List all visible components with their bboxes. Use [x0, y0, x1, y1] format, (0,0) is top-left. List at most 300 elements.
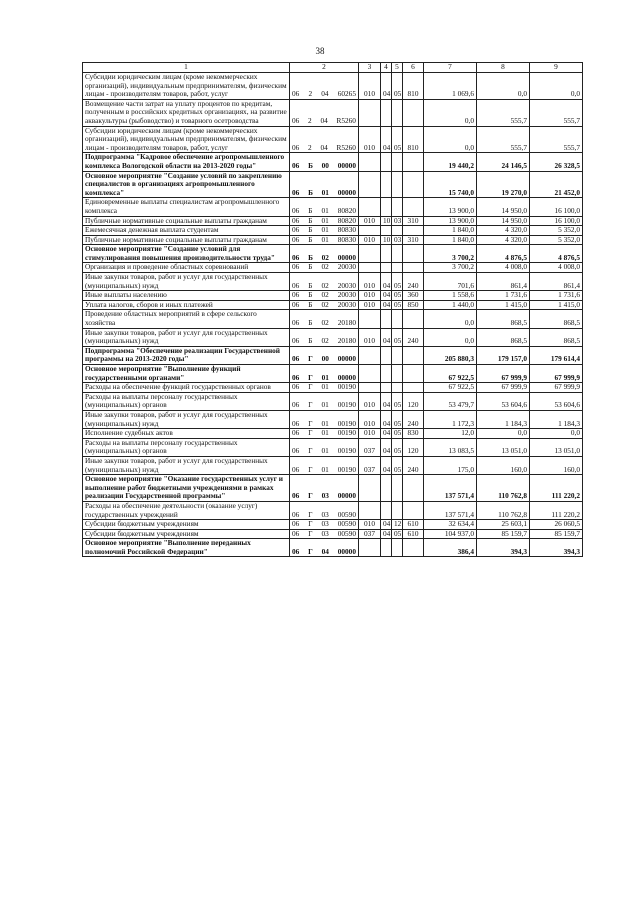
code-direction: 00190	[337, 418, 356, 428]
table-row	[83, 300, 583, 310]
row-col5	[392, 346, 403, 364]
code-subprogram: 2	[308, 115, 312, 125]
row-col9: 26 328,5	[530, 153, 583, 171]
table-row	[83, 520, 583, 530]
table-row	[83, 73, 583, 100]
row-col6: 240	[403, 273, 424, 291]
row-name: Единовременные выплаты специалистам агропромышленного комплекса	[83, 198, 290, 216]
row-col7: 137 571,4	[424, 501, 477, 519]
table-row	[83, 456, 583, 474]
row-code	[290, 310, 359, 328]
code-subprogram: 2	[308, 89, 313, 99]
code-activity: 02	[321, 280, 329, 290]
code-direction: 80820	[337, 205, 356, 215]
row-code	[290, 171, 359, 198]
code-subprogram: Г	[308, 529, 313, 538]
row-col6: 850	[403, 300, 424, 310]
row-name: Субсидии юридическим лицам (кроме некоммерческих организаций), индивидуальным предпринимателям, физическим лицам - производителям товаров, работ, услуг	[83, 126, 290, 153]
table-row	[83, 291, 583, 301]
code-activity: 04	[321, 546, 329, 556]
code-activity: 01	[321, 382, 329, 392]
row-col3	[359, 263, 381, 273]
row-name: Субсидии бюджетным учреждениям	[83, 520, 290, 530]
table-row	[83, 328, 583, 346]
code-direction: 00000	[337, 252, 356, 262]
row-col9: 26 060,5	[530, 520, 583, 530]
row-col5	[392, 153, 403, 171]
row-col5: 05	[392, 392, 403, 410]
row-col4: 04	[381, 328, 392, 346]
row-col7: 67 922,5	[424, 365, 477, 383]
table-row	[83, 392, 583, 410]
code-program: 06	[292, 372, 300, 382]
row-col3	[359, 346, 381, 364]
table-row	[83, 475, 583, 502]
row-col5	[392, 171, 403, 198]
row-col5: 05	[392, 300, 403, 310]
row-col4	[381, 346, 392, 364]
row-col4	[381, 198, 392, 216]
code-program: 06	[292, 519, 300, 529]
row-col6	[403, 475, 424, 502]
row-col7: 1 172,3	[424, 410, 477, 428]
row-col4	[381, 263, 392, 273]
code-subprogram: Г	[308, 446, 313, 456]
row-col7: 3 700,2	[424, 263, 477, 273]
code-direction: R5260	[336, 115, 356, 125]
row-col9: 67 999,9	[530, 365, 583, 383]
row-col4: 04	[381, 291, 392, 301]
code-activity: 01	[321, 372, 329, 382]
row-col8: 24 146,5	[477, 153, 530, 171]
row-code	[290, 235, 359, 245]
row-col9: 85 159,7	[530, 529, 583, 539]
row-code	[290, 216, 359, 226]
row-col4: 04	[381, 429, 392, 439]
row-col4	[381, 245, 392, 263]
code-subprogram: Г	[308, 464, 313, 474]
row-col7: 15 740,0	[424, 171, 477, 198]
code-subprogram: Б	[308, 290, 313, 300]
code-program: 06	[292, 235, 300, 244]
table-row	[83, 383, 583, 393]
row-col3: 010	[359, 410, 381, 428]
row-col8: 4 320,0	[477, 235, 530, 245]
code-direction: 00000	[337, 160, 356, 170]
row-col6: 240	[403, 456, 424, 474]
code-activity: 01	[321, 235, 329, 244]
row-col5: 05	[392, 456, 403, 474]
row-col3: 010	[359, 126, 381, 153]
row-col6: 360	[403, 291, 424, 301]
code-direction: 00000	[337, 491, 356, 501]
row-col3: 010	[359, 429, 381, 439]
table-row	[83, 235, 583, 245]
code-activity: 01	[321, 428, 329, 438]
row-col5	[392, 198, 403, 216]
row-col6: 240	[403, 328, 424, 346]
code-subprogram: Г	[308, 372, 313, 382]
row-col7: 386,4	[424, 539, 477, 557]
row-col7: 67 922,5	[424, 383, 477, 393]
row-col7: 1 069,6	[424, 73, 477, 100]
row-col9: 394,3	[530, 539, 583, 557]
row-col6	[403, 263, 424, 273]
row-code	[290, 226, 359, 236]
row-col3	[359, 310, 381, 328]
code-program: 06	[292, 187, 300, 197]
row-name: Исполнение судебных актов	[83, 429, 290, 439]
row-col6	[403, 539, 424, 557]
table-row	[83, 226, 583, 236]
row-col4: 04	[381, 73, 392, 100]
row-col5: 12	[392, 520, 403, 530]
row-col5	[392, 99, 403, 126]
row-col9: 67 999,9	[530, 383, 583, 393]
table-row	[83, 245, 583, 263]
row-col7: 137 571,4	[424, 475, 477, 502]
table-row	[83, 216, 583, 226]
code-activity: 01	[321, 400, 329, 410]
row-col9: 868,5	[530, 310, 583, 328]
code-subprogram: Г	[308, 509, 313, 519]
row-col3: 037	[359, 529, 381, 539]
row-col7: 32 634,4	[424, 520, 477, 530]
code-activity: 01	[321, 225, 329, 235]
code-program: 06	[292, 290, 300, 300]
row-code	[290, 291, 359, 301]
code-subprogram: Б	[308, 262, 313, 272]
row-col6	[403, 171, 424, 198]
code-subprogram: Б	[308, 225, 313, 235]
code-subprogram: Г	[308, 354, 313, 364]
row-col3	[359, 383, 381, 393]
row-name: Субсидии бюджетным учреждениям	[83, 529, 290, 539]
row-col6	[403, 153, 424, 171]
row-col6: 310	[403, 235, 424, 245]
table-row	[83, 153, 583, 171]
code-subprogram: Б	[308, 300, 313, 309]
row-code	[290, 475, 359, 502]
code-activity: 01	[321, 446, 329, 456]
row-col5	[392, 226, 403, 236]
row-col6	[403, 226, 424, 236]
row-col4	[381, 171, 392, 198]
row-col8: 67 999,9	[477, 365, 530, 383]
row-name: Иные закупки товаров, работ и услуг для государственных (муниципальных) нужд	[83, 273, 290, 291]
code-activity: 03	[321, 509, 329, 519]
row-col3: 010	[359, 392, 381, 410]
table-row	[83, 263, 583, 273]
code-subprogram: 2	[308, 142, 312, 152]
table-row	[83, 346, 583, 364]
row-name: Подпрограмма "Обеспечение реализации Государственной программы на 2013-2020 годы"	[83, 346, 290, 364]
table-row	[83, 198, 583, 216]
row-col3: 037	[359, 456, 381, 474]
row-col7: 12,0	[424, 429, 477, 439]
code-program: 06	[292, 160, 300, 170]
row-col4: 04	[381, 273, 392, 291]
row-col7: 104 937,0	[424, 529, 477, 539]
row-col9: 868,5	[530, 328, 583, 346]
row-name: Публичные нормативные социальные выплаты гражданам	[83, 235, 290, 245]
code-activity: 02	[321, 262, 329, 272]
code-activity: 03	[321, 529, 329, 538]
row-col3: 010	[359, 73, 381, 100]
row-col4: 04	[381, 438, 392, 456]
table-row	[83, 529, 583, 539]
row-code	[290, 429, 359, 439]
row-name: Основное мероприятие "Создание условий для стимулирования повышения производительности труда"	[83, 245, 290, 263]
row-col4	[381, 501, 392, 519]
row-code	[290, 300, 359, 310]
row-name: Уплата налогов, сборов и иных платежей	[83, 300, 290, 310]
code-subprogram: Б	[308, 187, 313, 197]
code-activity: 01	[321, 205, 329, 215]
row-col4	[381, 99, 392, 126]
row-col4: 10	[381, 235, 392, 245]
header-cell: 3	[359, 63, 381, 73]
row-col6: 120	[403, 438, 424, 456]
code-program: 06	[292, 546, 300, 556]
row-name: Организация и проведение областных соревнований	[83, 263, 290, 273]
code-direction: 00000	[337, 187, 356, 197]
row-col6	[403, 501, 424, 519]
row-col8: 1 184,3	[477, 410, 530, 428]
row-col8: 0,0	[477, 429, 530, 439]
row-name: Возмещение части затрат на уплату процентов по кредитам, полученным в российских кредитных организациях, на развитие аквакультуры (рыбоводство) и товарного осетроводства	[83, 99, 290, 126]
row-col8: 25 603,1	[477, 520, 530, 530]
row-col7: 13 900,0	[424, 198, 477, 216]
header-cell: 9	[530, 63, 583, 73]
code-direction: 00190	[337, 446, 356, 456]
code-program: 06	[292, 400, 300, 410]
row-col7: 13 900,0	[424, 216, 477, 226]
code-program: 06	[292, 336, 300, 346]
code-subprogram: Г	[308, 546, 313, 556]
header-cell: 7	[424, 63, 477, 73]
row-col9: 5 352,0	[530, 226, 583, 236]
code-direction: 00190	[337, 400, 356, 410]
code-subprogram: Г	[308, 418, 313, 428]
row-col7: 175,0	[424, 456, 477, 474]
row-col5: 03	[392, 216, 403, 226]
row-col4	[381, 365, 392, 383]
code-program: 06	[292, 252, 300, 262]
code-direction: 20030	[337, 262, 356, 272]
row-code	[290, 153, 359, 171]
row-col9: 4 876,5	[530, 245, 583, 263]
row-col8: 67 999,9	[477, 383, 530, 393]
code-activity: 02	[321, 300, 329, 309]
table-row	[83, 273, 583, 291]
code-direction: 00590	[337, 529, 356, 538]
row-col6: 610	[403, 529, 424, 539]
code-direction: 80820	[337, 216, 356, 225]
row-code	[290, 73, 359, 100]
code-direction: 20180	[337, 318, 356, 328]
row-col3	[359, 245, 381, 263]
row-col9: 5 352,0	[530, 235, 583, 245]
row-col8: 13 051,0	[477, 438, 530, 456]
row-name: Иные закупки товаров, работ и услуг для государственных (муниципальных) нужд	[83, 410, 290, 428]
row-col6: 810	[403, 73, 424, 100]
code-activity: 02	[321, 252, 329, 262]
row-col6: 610	[403, 520, 424, 530]
row-name: Подпрограмма "Кадровое обеспечение агропромышленного комплекса Вологодской области на 2013-2020 годы"	[83, 153, 290, 171]
row-col7: 1 558,6	[424, 291, 477, 301]
row-col8: 868,5	[477, 310, 530, 328]
header-cell: 8	[477, 63, 530, 73]
row-col4: 04	[381, 456, 392, 474]
code-direction: 60265	[337, 89, 356, 99]
header-cell: 2	[290, 63, 359, 73]
header-cell: 5	[392, 63, 403, 73]
row-col8: 555,7	[477, 126, 530, 153]
row-col5	[392, 501, 403, 519]
row-code	[290, 410, 359, 428]
row-code	[290, 365, 359, 383]
row-col3	[359, 153, 381, 171]
row-col9: 111 220,2	[530, 501, 583, 519]
code-activity: 01	[321, 418, 329, 428]
row-col6: 810	[403, 126, 424, 153]
row-col9: 16 100,0	[530, 198, 583, 216]
row-col5	[392, 263, 403, 273]
row-code	[290, 99, 359, 126]
code-activity: 03	[321, 519, 329, 529]
code-program: 06	[292, 262, 300, 272]
row-col9: 0,0	[530, 429, 583, 439]
row-col6: 120	[403, 392, 424, 410]
row-col6: 830	[403, 429, 424, 439]
row-name: Ежемесячная денежная выплата студентам	[83, 226, 290, 236]
row-code	[290, 245, 359, 263]
row-col4: 10	[381, 216, 392, 226]
row-col5: 03	[392, 235, 403, 245]
row-col8: 868,5	[477, 328, 530, 346]
row-col9: 1 415,0	[530, 300, 583, 310]
code-subprogram: Б	[308, 318, 313, 328]
table-row	[83, 171, 583, 198]
table-row	[83, 429, 583, 439]
code-activity: 00	[321, 160, 329, 170]
row-col3	[359, 539, 381, 557]
code-direction: 00000	[337, 354, 356, 364]
row-col3	[359, 475, 381, 502]
row-col5: 05	[392, 438, 403, 456]
row-code	[290, 383, 359, 393]
row-col3	[359, 198, 381, 216]
row-col8: 4 008,0	[477, 263, 530, 273]
header-cell: 6	[403, 63, 424, 73]
row-col8: 160,0	[477, 456, 530, 474]
row-col5	[392, 539, 403, 557]
header-cell: 4	[381, 63, 392, 73]
row-code	[290, 520, 359, 530]
row-col8: 4 876,5	[477, 245, 530, 263]
table-body	[83, 73, 583, 557]
row-name: Расходы на выплаты персоналу государственных (муниципальных) органов	[83, 392, 290, 410]
row-col4	[381, 310, 392, 328]
code-program: 06	[292, 142, 300, 152]
row-col5	[392, 383, 403, 393]
code-direction: 00000	[337, 546, 356, 556]
row-col4: 04	[381, 410, 392, 428]
row-col4	[381, 153, 392, 171]
row-name: Основное мероприятие "Оказание государственных услуг и выполнение работ бюджетными учреждениями в рамках реализации Государственной программы"	[83, 475, 290, 502]
row-name: Иные выплаты населению	[83, 291, 290, 301]
code-subprogram: Б	[308, 252, 313, 262]
row-col9: 16 100,0	[530, 216, 583, 226]
row-col7: 3 700,2	[424, 245, 477, 263]
code-direction: 80830	[337, 225, 356, 235]
code-direction: 20030	[337, 300, 356, 309]
code-activity: 02	[321, 318, 329, 328]
row-col7: 0,0	[424, 126, 477, 153]
row-col7: 0,0	[424, 328, 477, 346]
row-col6	[403, 245, 424, 263]
row-col9: 21 452,0	[530, 171, 583, 198]
code-direction: 20030	[337, 290, 356, 300]
row-name: Расходы на обеспечение функций государственных органов	[83, 383, 290, 393]
row-name: Расходы на выплаты персоналу государственных (муниципальных) органов	[83, 438, 290, 456]
code-program: 06	[292, 205, 300, 215]
code-program: 06	[292, 418, 300, 428]
row-code	[290, 456, 359, 474]
row-col5: 05	[392, 73, 403, 100]
table-row	[83, 438, 583, 456]
code-subprogram: Б	[308, 235, 313, 244]
code-subprogram: Б	[308, 336, 313, 346]
row-col5: 05	[392, 126, 403, 153]
code-program: 06	[292, 115, 300, 125]
code-activity: 04	[321, 89, 329, 99]
row-col8: 861,4	[477, 273, 530, 291]
code-program: 06	[292, 382, 300, 392]
code-direction: 00190	[337, 464, 356, 474]
row-col7: 1 840,0	[424, 235, 477, 245]
code-direction: 20180	[337, 336, 356, 346]
row-col9: 861,4	[530, 273, 583, 291]
row-col8: 555,7	[477, 99, 530, 126]
row-code	[290, 539, 359, 557]
row-col5	[392, 245, 403, 263]
row-col3	[359, 501, 381, 519]
row-col6	[403, 99, 424, 126]
code-subprogram: Г	[308, 428, 313, 438]
row-col4	[381, 539, 392, 557]
row-col6	[403, 346, 424, 364]
row-col3: 037	[359, 438, 381, 456]
row-col4: 04	[381, 300, 392, 310]
row-col8: 14 950,0	[477, 198, 530, 216]
row-col4	[381, 475, 392, 502]
row-col9: 160,0	[530, 456, 583, 474]
code-program: 06	[292, 280, 300, 290]
row-code	[290, 126, 359, 153]
table-row	[83, 310, 583, 328]
row-col3: 010	[359, 520, 381, 530]
code-direction: 00000	[337, 372, 356, 382]
code-direction: 00590	[337, 519, 356, 529]
row-col8: 1 731,6	[477, 291, 530, 301]
code-subprogram: Б	[308, 160, 313, 170]
row-code	[290, 263, 359, 273]
code-program: 06	[292, 428, 300, 438]
row-col3	[359, 365, 381, 383]
code-activity: 04	[320, 142, 328, 152]
